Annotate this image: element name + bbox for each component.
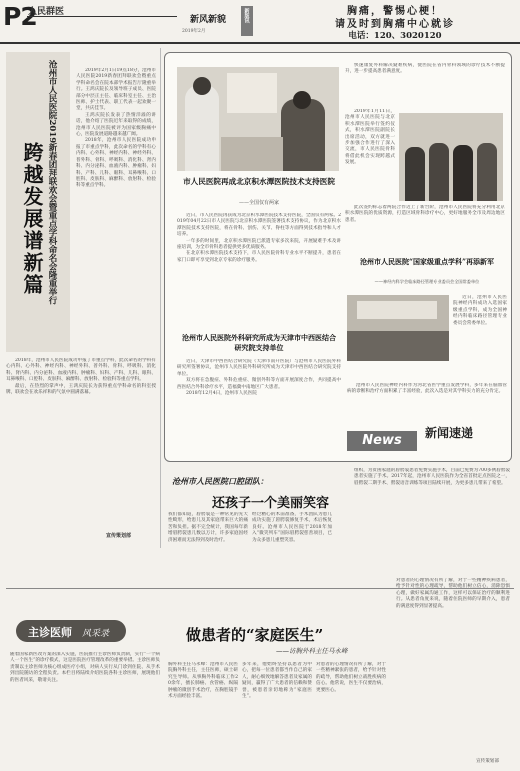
lead-body-bottom xyxy=(6,358,156,528)
story-mid-title: 沧州市人民医院外科研究所成为天津市中西医结合研究院支持单位 xyxy=(182,333,336,352)
feature-col-4: 对患者的心理情况有所了解，对于一些精神疾病患者，给予针对性的心理疏导，帮助他们树立信心，消除恐惧心理，做好家属沟通工作，这样可以保证治疗的顺利进行。从患者角度来说，随着住院医师的早期介入，患者的满意度得到显著提高。 xyxy=(396,578,510,609)
dental-col-1: 我们都知道，唇腭裂是一种常见的先天性畸形，给患儿及其家庭带来巨大的痛苦和负担。据不完全统计，我国每年新增唇腭裂患儿数以万计，许多家庭因经济困难而无法得到及时治疗。 xyxy=(168,512,248,543)
feature-col-2: 多年来，他始终坚持以患者为中心，把每一位患者都当作自己的家人，耐心细致地解答患者及家属的疑问，赢得了广大患者的信赖和赞誉，被患者亲切地称为“家庭医生”。 xyxy=(242,662,312,700)
news-label-cn: 新闻速递 xyxy=(425,426,474,440)
date-line: 2019年2月 xyxy=(182,29,206,34)
photo-meeting xyxy=(347,295,449,361)
story-top-paragraph: 近日，市人民医院再获成为北京积水潭医院技术支持医院，全国仅有两家。2019年04月22日市人民医院与北京积水潭医院签署技术支持协议，作为北京积水潭医院技术支持医院，将在骨科、创伤、关节、脊柱等方面得到技术指导和人才培养。 xyxy=(177,213,341,238)
dental-story xyxy=(164,470,514,580)
lead-paragraph: 最后，在热烈的掌声中，王鸿庆院长为获得重点学科命名的科室授牌，联欢会在欢乐祥和的气氛中圆满落幕。 xyxy=(6,383,156,396)
story-top-body xyxy=(177,213,341,327)
lead-title-sub: 沧州市人民医院2019新春团拜联欢会暨重点学科命名会隆重举行 xyxy=(47,60,57,305)
lead-footer-note: 宣传策划部 xyxy=(106,533,132,539)
photo2-person xyxy=(405,147,425,201)
photo2-person xyxy=(429,143,449,201)
doctor-feature xyxy=(6,578,514,769)
section-name: 新风新貌 xyxy=(190,15,227,25)
feature-col-3: 对患者的心理情况有所了解，对于一些精神紧张的患者，给予针对性的疏导，帮助他们树立战胜疾病的信心。他常说，医生不仅要治病，更要医心。 xyxy=(316,662,386,693)
ad-line-1: 胸痛，警惕心梗！ xyxy=(347,6,443,17)
story-top-right-paragraph: 快速康复外科解决疑难疾病，使医院在省内骨科领域的诊疗技术不断提升，进一步提高患者满意度。 xyxy=(345,63,505,75)
story-top-right-col xyxy=(345,63,505,107)
page-header xyxy=(0,0,520,44)
feature-subheadline: ——访胸外科主任马永峰 xyxy=(276,647,348,655)
story-top-title: 市人民医院再成北京积水潭医院技术支持医院 xyxy=(183,177,335,186)
story-right-body xyxy=(453,295,507,379)
dental-col-2: 经过精心的术前准备，手术团队为患儿成功实施了唇腭裂修复手术，术后恢复良好。沧州市人民医院于2018年加入“微笑列车”国际唇腭裂慈善项目，已为众多患儿重塑笑容。 xyxy=(252,512,332,543)
photo2-person xyxy=(477,143,497,201)
story-top-right-col-3 xyxy=(345,205,505,245)
lead-title-main: 跨越发展谱新篇 xyxy=(20,142,44,296)
ad-line-2: 请及时到胸痛中心就诊 xyxy=(335,19,455,30)
story-right-body-2 xyxy=(347,383,507,413)
issue-tag-text: 新版讯 xyxy=(243,8,250,23)
story-mid-body xyxy=(177,359,341,455)
news-banner xyxy=(347,427,507,455)
photo-head-left xyxy=(193,77,211,95)
photo2-person xyxy=(453,145,473,201)
header-bottom-rule xyxy=(0,42,520,44)
photo-window xyxy=(227,73,277,113)
lead-paragraph: 2018年，沧州市人民医院成功申报了市重点学科，此次命名的学科有心内科、心外科、神经内科、神经外科、普外科、骨科、呼吸科、消化科、肾内科、内分泌科、血液内科、肿瘤科、妇科、产科、儿科、眼科、耳鼻喉科、口腔科、皮肤科、麻醉科、放射科、检验科等重点学科。 xyxy=(6,358,156,383)
story-right-paragraph: 近日，沧州市人民医院神经内科成功入选国家级重点学科，成为全国神经内科临床路径管理专业委员会常委单位。 xyxy=(453,295,507,326)
lead-story xyxy=(6,52,156,542)
photo-signing xyxy=(177,67,339,171)
story-top-right-paragraph: 2019年1月11日，沧州市人民医院与北京积水潭医院举行签约仪式，积水潭医院副院长出席活动，双方就进一步加强合作进行了深入交流，市人民医院骨科将借此机会实现跨越式发展。 xyxy=(345,109,395,166)
feature-badge-title: 主诊医师 xyxy=(28,626,72,639)
feature-col-1: 胸外科主任马永峰：沧州市人民医院胸外科主任，主任医师，硕士研究生导师。从事胸外科临床工作20余年，擅长肺癌、食管癌、纵隔肿瘤的微创手术治疗，在胸腔镜手术方面经验丰富。 xyxy=(168,662,238,700)
feature-badge-sub: 风采录 xyxy=(82,629,110,639)
photo-head-right xyxy=(293,91,311,109)
story-top-paragraph: 在北京积水潭医院技术支持下，市人民医院骨科专业水平不断提升，患者在家门口即可享受到北京专家的诊疗服务。 xyxy=(177,251,341,263)
lead-paragraph: 2018年，沧州市人民医院成功申报了市重点学科，此次命名的学科有心内科、心外科、神经内科、神经外科、普外科、骨科、呼吸科、消化科、肾内科、内分泌科、血液内科、肿瘤科、妇科、产科、儿科、眼科、耳鼻喉科、口腔科、皮肤科、麻醉科、放射科、检验科等重点学科。 xyxy=(76,138,156,189)
story-mid-paragraph: 2018年12月4日，沧州市人民医院 xyxy=(186,391,257,397)
story-top-paragraph: 一年多的时间里，北京积水潭医院已派遣专家多次来院，开展疑难手术及讲座培训，为全市骨科患者提供更多优质服务。 xyxy=(177,238,341,251)
feature-headline: 做患者的“家庭医生” xyxy=(186,626,324,644)
photo3-screen xyxy=(357,301,437,319)
lead-paragraph: 王鸿庆院长发表了热情洋溢的讲话，他介绍了医院近年来取得的成绩，沧州市人民医院被评为国家级胸痛中心，医院发展道路越来越广阔。 xyxy=(76,112,156,138)
dental-headline: 沧州市人民医院口腔团队： xyxy=(172,476,268,486)
story-top-right-paragraph: 此次签约标志着两院合作迈上了新台阶，沧州市人民医院将充分利用北京积水潭医院的优质资源，打造区域骨科诊疗中心，更好地服务全市及周边地区患者。 xyxy=(345,205,505,223)
dental-title: 还孩子一个美丽笑容 xyxy=(212,496,330,511)
photo-table xyxy=(221,137,283,171)
column-divider xyxy=(160,48,161,548)
story-box-top xyxy=(164,52,512,462)
photo3-crowd xyxy=(347,331,449,361)
issue-tag xyxy=(241,6,253,36)
ad-phone: 电话：120、3020120 xyxy=(348,31,442,41)
dental-col-3: 组织，为贫困家庭的唇腭裂患者免费实施手术，目前已免费为700多例唇腭裂患者实施了手术。2017年起，沧州市人民医院作为全省首批定点医院之一，唇腭裂二期手术、腭裂语音训练等项目陆续开展，为更多患儿带来了希望。 xyxy=(354,468,510,486)
lead-paragraph: 2019年2月1日19点18分，沧州市人民医院2019新春团拜联欢会暨重点学科命名会在院本部学术报告厅隆重举行。王鸿庆院长及领导班子成员、医院部分中层正主任、临床科室主任、主治医师、护士代表、职工代表一起欢聚一堂，共庆佳节。 xyxy=(76,68,156,112)
feature-intro: 随着国家新医改方案的深入实施，医院推行主诊医师负责制，实行“一个病人一个医生”的诊疗模式，这是医院医疗管理改革的重要举措。主诊医师负责制以主诊医师为核心组成医疗小组，对病人实行从门诊到住院、从手术到出院随访的全程负责。本栏目将陆续介绍医院各科主诊医师，展现他们的医者风采，敬请关注。 xyxy=(10,652,160,683)
lead-body-top xyxy=(76,68,156,358)
story-right-paragraph: 沧州市人民医院神经内科作为河北省医学重点发展学科，多年来在脑血管病的诊断和治疗方面积累了丰富经验，此次入选是对其学科实力的充分肯定。 xyxy=(347,383,507,395)
news-label-en: News xyxy=(347,431,417,451)
story-right-subtitle: ——神经内科学会临床路径管理专业委员会全国常委单位 xyxy=(374,279,480,284)
paper-name: 人民群医 xyxy=(28,7,65,17)
story-right-title: 沧州市人民医院“国家级重点学科”再添新军 xyxy=(359,257,495,266)
photo-person-right xyxy=(281,99,325,171)
story-top-subtitle: ——全国仅有两家 xyxy=(238,200,279,206)
feature-footer: 宣传策划部 xyxy=(476,759,499,764)
photo-person-left xyxy=(185,85,219,171)
header-ad xyxy=(270,0,520,42)
header-rule xyxy=(27,16,177,17)
page-number: P2 xyxy=(3,2,37,31)
photo-group xyxy=(399,113,503,201)
story-mid-paragraph: 双方将在急腹症、外科危重症、微创外科等方面开展深度合作，共同提高中西医结合外科诊疗水平，造福冀中南地区广大患者。 xyxy=(177,378,341,390)
story-mid-paragraph: 近日，天津市中西医结合研究院（天津市南开医院）与沧州市人民医院外科研究所签署协议，沧州市人民医院外科研究所成为天津市中西医结合研究院支持单位。 xyxy=(177,359,341,377)
